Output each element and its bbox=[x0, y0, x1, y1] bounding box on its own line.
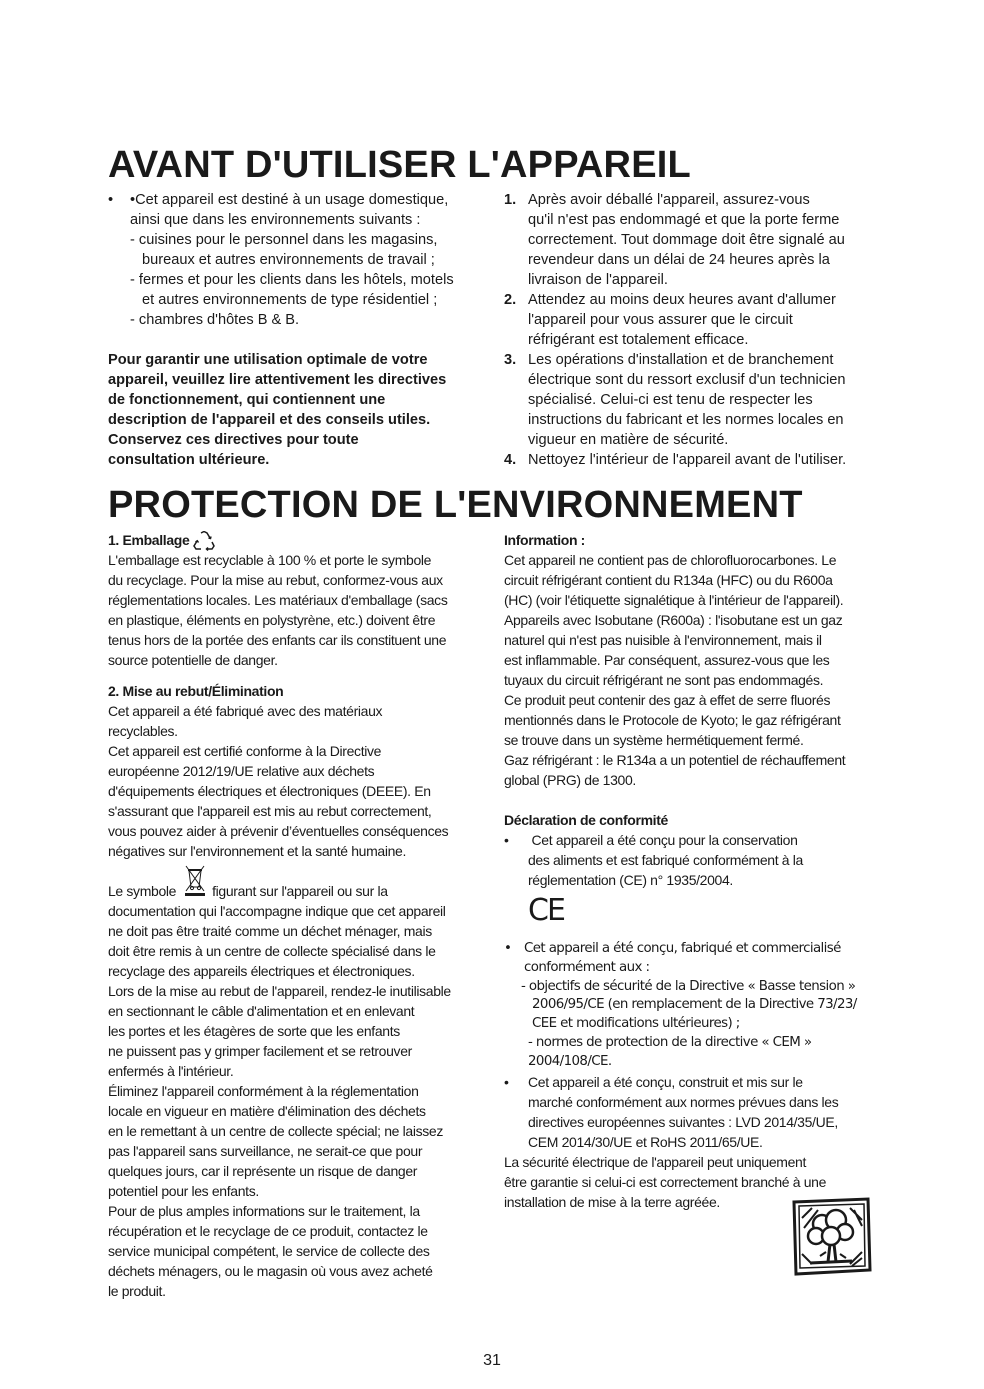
symbol-line: en sectionnant le câble d'alimentation et en enlevant bbox=[108, 1003, 415, 1019]
info-line: est inflammable. Par conséquent, assurez-vous que les bbox=[504, 652, 830, 668]
directive-line: - objectifs de sécurité de la Directive « Basse tension » bbox=[521, 978, 856, 994]
info-line: Appareils avec Isobutane (R600a) : l'isobutane est un gaz bbox=[504, 612, 843, 628]
info-line: mentionnés dans le Protocole de Kyoto; le gaz réfrigérant bbox=[504, 712, 841, 728]
symbol-line: quelques jours, car il représente un risque de danger bbox=[108, 1163, 418, 1179]
symbol-line: le produit. bbox=[108, 1283, 166, 1299]
symbol-line: en le remettant à un centre de collecte spécial; ne laissez bbox=[108, 1123, 443, 1139]
sub-item: - fermes et pour les clients dans les hôtels, motels bbox=[130, 272, 454, 288]
note-line: description de l'appareil et des conseils utiles. bbox=[108, 412, 431, 428]
symbol-text-after: figurant sur l'appareil ou sur la bbox=[212, 883, 388, 899]
section-title-environment: PROTECTION DE L'ENVIRONNEMENT bbox=[108, 484, 803, 526]
step-2 bbox=[504, 290, 884, 350]
step-4 bbox=[504, 450, 884, 470]
conformity-line: marché conformément aux normes prévues dans les bbox=[528, 1093, 839, 1110]
symbol-line: Lors de la mise au rebut de l'appareil, rendez-le inutilisable bbox=[108, 983, 451, 999]
step-number: 1. bbox=[504, 192, 517, 208]
disposal-line: d'équipements électriques et électroniques (DEEE). En bbox=[108, 783, 431, 799]
usage-bullet bbox=[108, 190, 488, 210]
page-number: 31 bbox=[483, 1352, 501, 1369]
step-number: 4. bbox=[504, 452, 517, 468]
bullet-mark: • bbox=[108, 192, 114, 208]
ce-mark: CE bbox=[528, 893, 564, 928]
conformity-line: Cet appareil a été conçu, construit et mis sur le bbox=[528, 1073, 803, 1090]
step-1 bbox=[504, 190, 884, 290]
bullet-mark: • bbox=[504, 832, 509, 848]
directive-line: 2004/108/CE. bbox=[528, 1053, 612, 1069]
sub-item: - cuisines pour le personnel dans les magasins, bbox=[130, 232, 438, 248]
symbol-line: ne puissent pas y grimper facilement et se retrouver bbox=[108, 1043, 412, 1059]
note-line: consultation ultérieure. bbox=[108, 452, 270, 468]
symbol-line bbox=[108, 881, 494, 901]
symbol-line: Pour de plus amples informations sur le traitement, la bbox=[108, 1203, 420, 1219]
disposal-line: Cet appareil a été fabriqué avec des matériaux bbox=[108, 703, 383, 719]
closing-line: être garantie si celui-ci est correctement branché à une bbox=[504, 1173, 827, 1190]
info-line: tuyaux du circuit réfrigérant ne sont pas endommagés. bbox=[504, 672, 824, 688]
closing-line: installation de mise à la terre agréée. bbox=[504, 1193, 720, 1210]
section-title-before-use: AVANT D'UTILISER L'APPAREIL bbox=[108, 144, 691, 186]
conformity-line: directives européennes suivantes : LVD 2014/35/UE, bbox=[528, 1113, 838, 1130]
symbol-line: les portes et les étagères de sorte que les enfants bbox=[108, 1023, 400, 1039]
packaging-line: tenus hors de la portée des enfants car ils constituent une bbox=[108, 632, 447, 648]
step-line: réfrigérant est totalement efficace. bbox=[528, 332, 749, 348]
sub-item: bureaux et autres environnements de travail ; bbox=[142, 252, 435, 268]
conformity-bullet-1 bbox=[504, 830, 890, 890]
note-line: Pour garantir une utilisation optimale de votre bbox=[108, 352, 428, 368]
symbol-text-before: Le symbole bbox=[108, 883, 177, 899]
disposal-line: européenne 2012/19/UE relative aux déchets bbox=[108, 763, 375, 779]
bullet-text: •Cet appareil est destiné à un usage domestique, bbox=[130, 192, 449, 208]
step-line: correctement. Tout dommage doit être signalé au bbox=[528, 232, 845, 248]
before-use-left-column bbox=[108, 190, 488, 470]
symbol-line: doit être remis à un centre de collecte spécialisé dans le bbox=[108, 943, 436, 959]
disposal-line: recyclables. bbox=[108, 723, 178, 739]
information-heading: Information : bbox=[504, 532, 585, 548]
usage-note bbox=[108, 350, 488, 470]
info-line: (HC) (voir l'étiquette signalétique à l'intérieur de l'appareil). bbox=[504, 592, 844, 608]
packaging-line: réglementations locales. Les matériaux d'emballage (sacs bbox=[108, 592, 448, 608]
step-line: l'appareil pour vous assurer que le circuit bbox=[528, 312, 793, 328]
info-line: circuit réfrigérant contient du R134a (HFC) ou du R600a bbox=[504, 572, 833, 588]
environment-left-column bbox=[108, 530, 494, 1301]
info-line: se trouve dans un système hermétiquement fermé. bbox=[504, 732, 804, 748]
note-line: appareil, veuillez lire attentivement les directives bbox=[108, 372, 447, 388]
note-line: Conservez ces directives pour toute bbox=[108, 432, 359, 448]
packaging-line: en plastique, éléments en polystyrène, etc.) doivent être bbox=[108, 612, 436, 628]
packaging-heading bbox=[108, 530, 494, 550]
step-number: 3. bbox=[504, 352, 517, 368]
conformity-line: Cet appareil a été conçu pour la conservation bbox=[528, 832, 798, 848]
symbol-line: déchets ménagers, ou le magasin où vous avez acheté bbox=[108, 1263, 433, 1279]
bullet-mark: • bbox=[504, 941, 512, 956]
recycle-icon bbox=[193, 531, 215, 551]
disposal-line: vous pouvez aider à prévenir d’éventuelles conséquences bbox=[108, 823, 449, 839]
disposal-line: Cet appareil est certifié conforme à la Directive bbox=[108, 743, 382, 759]
conformity-line: Cet appareil a été conçu, fabriqué et commercialisé bbox=[524, 941, 841, 956]
info-line: Gaz réfrigérant : le R134a a un potentiel de réchauffement bbox=[504, 752, 846, 768]
symbol-line: recyclage des appareils électriques et électroniques. bbox=[108, 963, 415, 979]
directive-line: CEE et modifications ultérieures) ; bbox=[532, 1016, 740, 1032]
ce-mark-row bbox=[504, 890, 890, 932]
step-line: Attendez au moins deux heures avant d'allumer bbox=[528, 292, 836, 308]
symbol-line: Éliminez l'appareil conformément à la réglementation bbox=[108, 1083, 419, 1099]
step-line: qu'il n'est pas endommagé et que la porte ferme bbox=[528, 212, 840, 228]
weee-bin-icon bbox=[184, 865, 206, 897]
step-line: électrique sont du ressort exclusif d'un technicien bbox=[528, 372, 846, 388]
symbol-line: enfermés à l'intérieur. bbox=[108, 1063, 234, 1079]
step-number: 2. bbox=[504, 292, 517, 308]
symbol-line: locale en vigueur en matière d'élimination des déchets bbox=[108, 1103, 426, 1119]
symbol-line: service municipal compétent, le service de collecte des bbox=[108, 1243, 430, 1259]
symbol-line: documentation qui l'accompagne indique que cet appareil bbox=[108, 903, 446, 919]
step-line: Nettoyez l'intérieur de l'appareil avant de l'utiliser. bbox=[528, 452, 847, 468]
environment-right-column bbox=[504, 530, 890, 1212]
step-line: revendeur dans un délai de 24 heures après la bbox=[528, 252, 830, 268]
disposal-line: négatives sur l'environnement et la santé humaine. bbox=[108, 843, 407, 859]
packaging-line: source potentielle de danger. bbox=[108, 652, 278, 668]
info-line: global (PRG) de 1300. bbox=[504, 772, 636, 788]
step-line: Les opérations d'installation et de branchement bbox=[528, 352, 834, 368]
symbol-line: pas l'appareil sans surveillance, ne serait-ce que pour bbox=[108, 1143, 423, 1159]
symbol-line: récupération et le recyclage de ce produit, contactez le bbox=[108, 1223, 428, 1239]
disposal-line: s'assurant que l'appareil est mis au rebut correctement, bbox=[108, 803, 432, 819]
conformity-line: conformément aux : bbox=[524, 959, 650, 975]
packaging-line: L'emballage est recyclable à 100 % et porte le symbole bbox=[108, 552, 432, 568]
note-line: de fonctionnement, qui contiennent une bbox=[108, 392, 386, 408]
sub-item: et autres environnements de type résidentiel ; bbox=[142, 292, 438, 308]
step-line: Après avoir déballé l'appareil, assurez-vous bbox=[528, 192, 810, 208]
before-use-right-column bbox=[504, 190, 884, 470]
step-line: instructions du fabricant et les normes locales en bbox=[528, 412, 844, 428]
packaging-heading-text: 1. Emballage bbox=[108, 532, 190, 548]
symbol-line: ne doit pas être traité comme un déchet ménager, mais bbox=[108, 923, 432, 939]
directive-line: - normes de protection de la directive « CEM » bbox=[528, 1034, 812, 1050]
bullet-continuation: ainsi que dans les environnements suivants : bbox=[130, 212, 421, 228]
conformity-heading: Déclaration de conformité bbox=[504, 812, 668, 828]
conformity-bullet-3 bbox=[504, 1072, 890, 1152]
step-line: livraison de l'appareil. bbox=[528, 272, 668, 288]
step-line: vigueur en matière de sécurité. bbox=[528, 432, 729, 448]
closing-line: La sécurité électrique de l'appareil peut uniquement bbox=[504, 1153, 807, 1170]
packaging-line: du recyclage. Pour la mise au rebut, conformez-vous aux bbox=[108, 572, 443, 588]
info-line: Cet appareil ne contient pas de chlorofluorocarbones. Le bbox=[504, 552, 837, 568]
conformity-bullet-2 bbox=[504, 940, 890, 978]
environment-tree-icon bbox=[790, 1196, 872, 1276]
bullet-mark: • bbox=[504, 1073, 509, 1090]
conformity-directives bbox=[504, 940, 890, 1072]
sub-item: - chambres d'hôtes B & B. bbox=[130, 312, 300, 328]
conformity-line: des aliments et est fabriqué conformément à la bbox=[528, 852, 803, 868]
step-3 bbox=[504, 350, 884, 450]
conformity-line: CEM 2014/30/UE et RoHS 2011/65/UE. bbox=[528, 1133, 763, 1150]
info-line: Ce produit peut contenir des gaz à effet de serre fluorés bbox=[504, 692, 831, 708]
directive-line: 2006/95/CE (en remplacement de la Directive 73/23/ bbox=[532, 997, 857, 1013]
conformity-line: réglementation (CE) n° 1935/2004. bbox=[528, 872, 733, 888]
symbol-line: potentiel pour les enfants. bbox=[108, 1183, 259, 1199]
disposal-heading: 2. Mise au rebut/Élimination bbox=[108, 683, 284, 699]
step-line: spécialisé. Celui-ci est tenu de respecter les bbox=[528, 392, 813, 408]
info-line: naturel qui n'est pas nuisible à l'environnement, mais il bbox=[504, 632, 822, 648]
